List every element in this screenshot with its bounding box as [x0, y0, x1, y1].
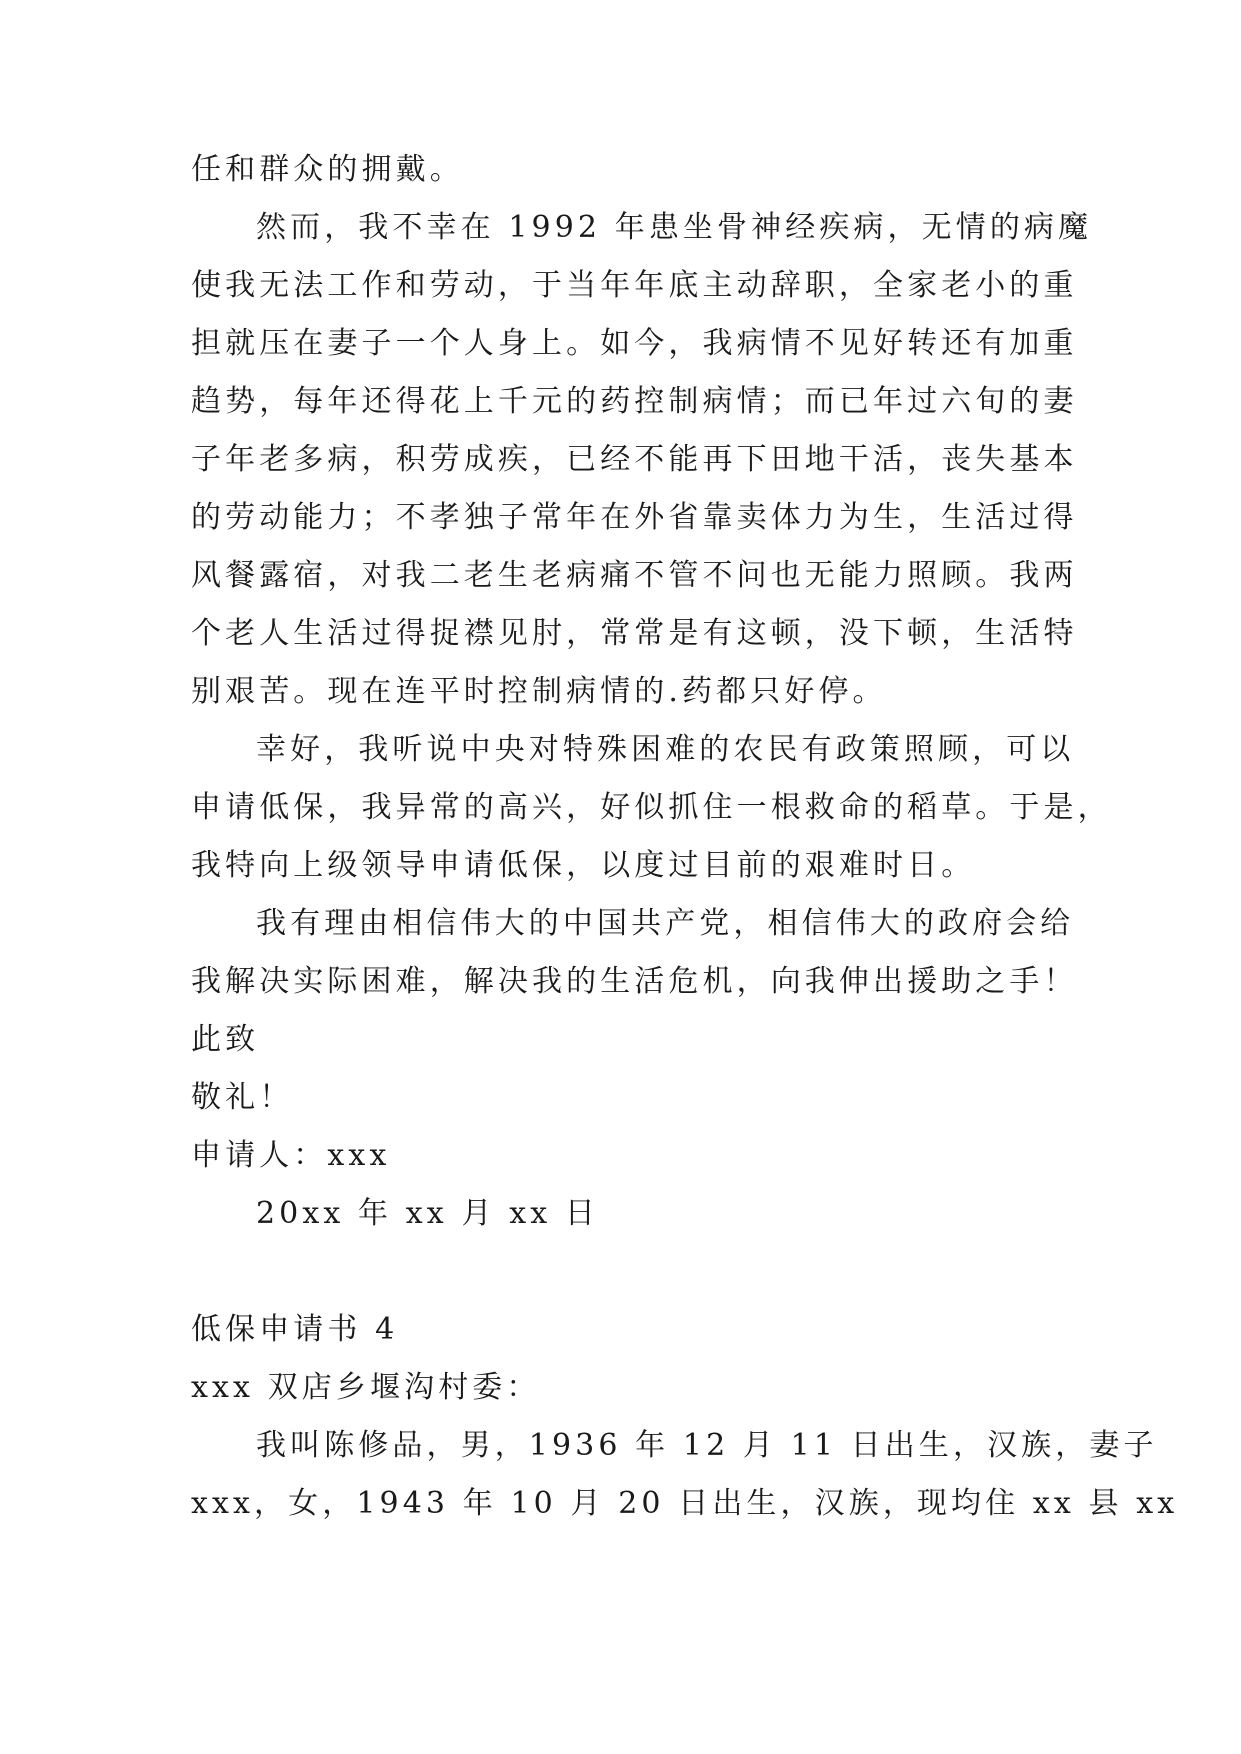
paragraph-line: 我有理由相信伟大的中国共产党，相信伟大的政府会给: [256, 906, 1075, 941]
section-heading: 低保申请书 4: [191, 1312, 399, 1347]
paragraph-line: 子年老多病，积劳成疾，已经不能再下田地干活，丧失基本: [191, 442, 1078, 477]
paragraph-line: 风餐露宿，对我二老生老病痛不管不问也无能力照顾。我两: [191, 558, 1078, 593]
paragraph-line: 趋势，每年还得花上千元的药控制病情；而已年过六旬的妻: [191, 384, 1078, 419]
paragraph-line: 担就压在妻子一个人身上。如今，我病情不见好转还有加重: [191, 326, 1078, 361]
salutation-line: xxx 双店乡堰沟村委：: [191, 1370, 541, 1405]
closing-line: 此致: [191, 1022, 260, 1057]
date-line: 20xx 年 xx 月 xx 日: [256, 1196, 599, 1231]
closing-line: 敬礼！: [191, 1080, 294, 1115]
paragraph-line: 任和群众的拥戴。: [191, 152, 464, 187]
paragraph-line: xxx，女，1943 年 10 月 20 日出生，汉族，现均住 xx 县 xx: [191, 1486, 1179, 1521]
paragraph-line: 使我无法工作和劳动，于当年年底主动辞职，全家老小的重: [191, 268, 1078, 303]
paragraph-line: 别艰苦。现在连平时控制病情的.药都只好停。: [191, 674, 887, 709]
paragraph-line: 个老人生活过得捉襟见肘，常常是有这顿，没下顿，生活特: [191, 616, 1078, 651]
paragraph-line: 然而，我不幸在 1992 年患坐骨神经疾病，无情的病魔: [256, 210, 1093, 245]
signature-line: 申请人：xxx: [191, 1138, 391, 1173]
paragraph-line: 我叫陈修品，男，1936 年 12 月 11 日出生，汉族，妻子: [256, 1428, 1158, 1463]
paragraph-line: 幸好，我听说中央对特殊困难的农民有政策照顾，可以: [256, 732, 1075, 767]
paragraph-line: 我解决实际困难，解决我的生活危机，向我伸出援助之手！: [191, 964, 1078, 999]
paragraph-line: 申请低保，我异常的高兴，好似抓住一根救命的稻草。于是，: [191, 790, 1112, 825]
paragraph-line: 的劳动能力；不孝独子常年在外省靠卖体力为生，生活过得: [191, 500, 1078, 535]
paragraph-line: 我特向上级领导申请低保，以度过目前的艰难时日。: [191, 848, 976, 883]
